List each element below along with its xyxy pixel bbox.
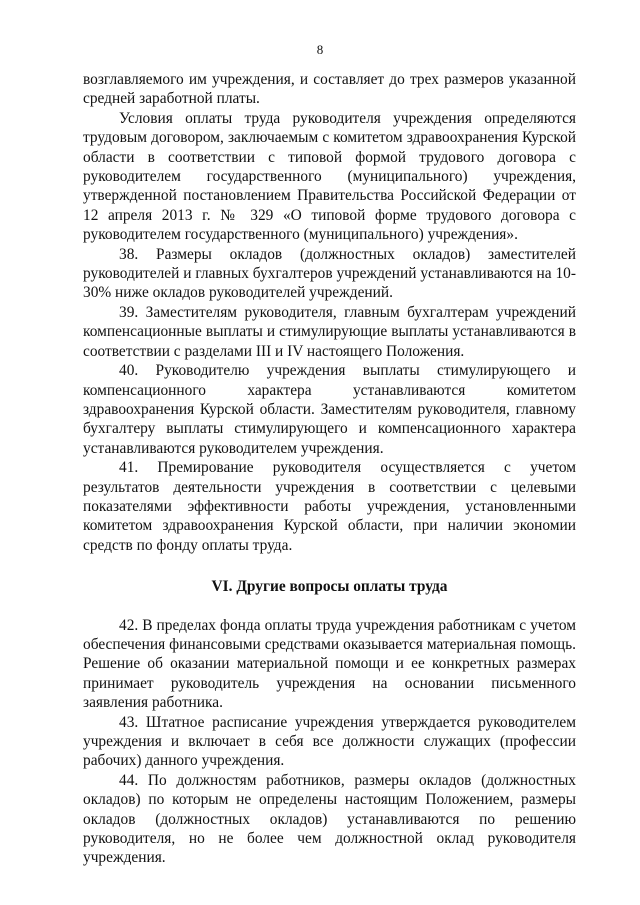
paragraph-43: 43. Штатное расписание учреждения утверждается руководителем учреждения и включает в себя все должности служащих (профессии рабочих) данного учреждения. [83,713,576,770]
paragraph-40: 40. Руководителю учреждения выплаты стимулирующего и компенсационного характера устанавливаются комитетом здравоохранения Курской области. Заместителям руководителя, главному бухгалтеру выплаты стимулирующего и компенсационного характера устанавливаются руководителем учреждения. [83,362,576,457]
paragraph-labor-conditions: Условия оплаты труда руководителя учреждения определяются трудовым договором, заключаемым с комитетом здравоохранения Курской области в соответствии с типовой формой трудового договора с руководителем государственного (муниципального) учреждения, утвержденной постановлением Правительства Российской Федерации от 12 апреля 2013 г. № 329 «О типовой форме трудового договора с руководителем государственного (муниципального) учреждения». [83,109,576,244]
document-body [83,70,576,868]
page-number: 8 [316,42,324,57]
paragraph-continuation: возглавляемого им учреждения, и составляет до трех размеров указанной средней заработной платы. [83,71,576,108]
paragraph-44: 44. По должностям работников, размеры окладов (должностных окладов) по которым не определены настоящим Положением, размеры окладов (должностных окладов) устанавливаются по решению руководителя, но не более чем должностной оклад руководителя учреждения. [83,771,576,867]
paragraph-38: 38. Размеры окладов (должностных окладов) заместителей руководителей и главных бухгалтеров учреждений устанавливаются на 10-30% ниже окладов руководителей учреждений. [83,245,576,302]
section-heading: VI. Другие вопросы оплаты труда [211,578,448,596]
paragraph-41: 41. Премирование руководителя осуществляется с учетом результатов деятельности учреждения в соответствии с целевыми показателями эффективности работы учреждения, установленными комитетом здравоохранения Курской области, при наличии экономии средств по фонду оплаты труда. [83,459,576,554]
paragraph-42: 42. В пределах фонда оплаты труда учреждения работникам с учетом обеспечения финансовыми средствами оказывается материальная помощь. Решение об оказании материальной помощи и ее конкретных размерах принимает руководитель учреждения на основании письменного заявления работника. [83,616,576,712]
paragraph-39: 39. Заместителям руководителя, главным бухгалтерам учреждений компенсационные выплаты и стимулирующие выплаты устанавливаются в соответствии с разделами III и IV настоящего Положения. [83,303,576,360]
